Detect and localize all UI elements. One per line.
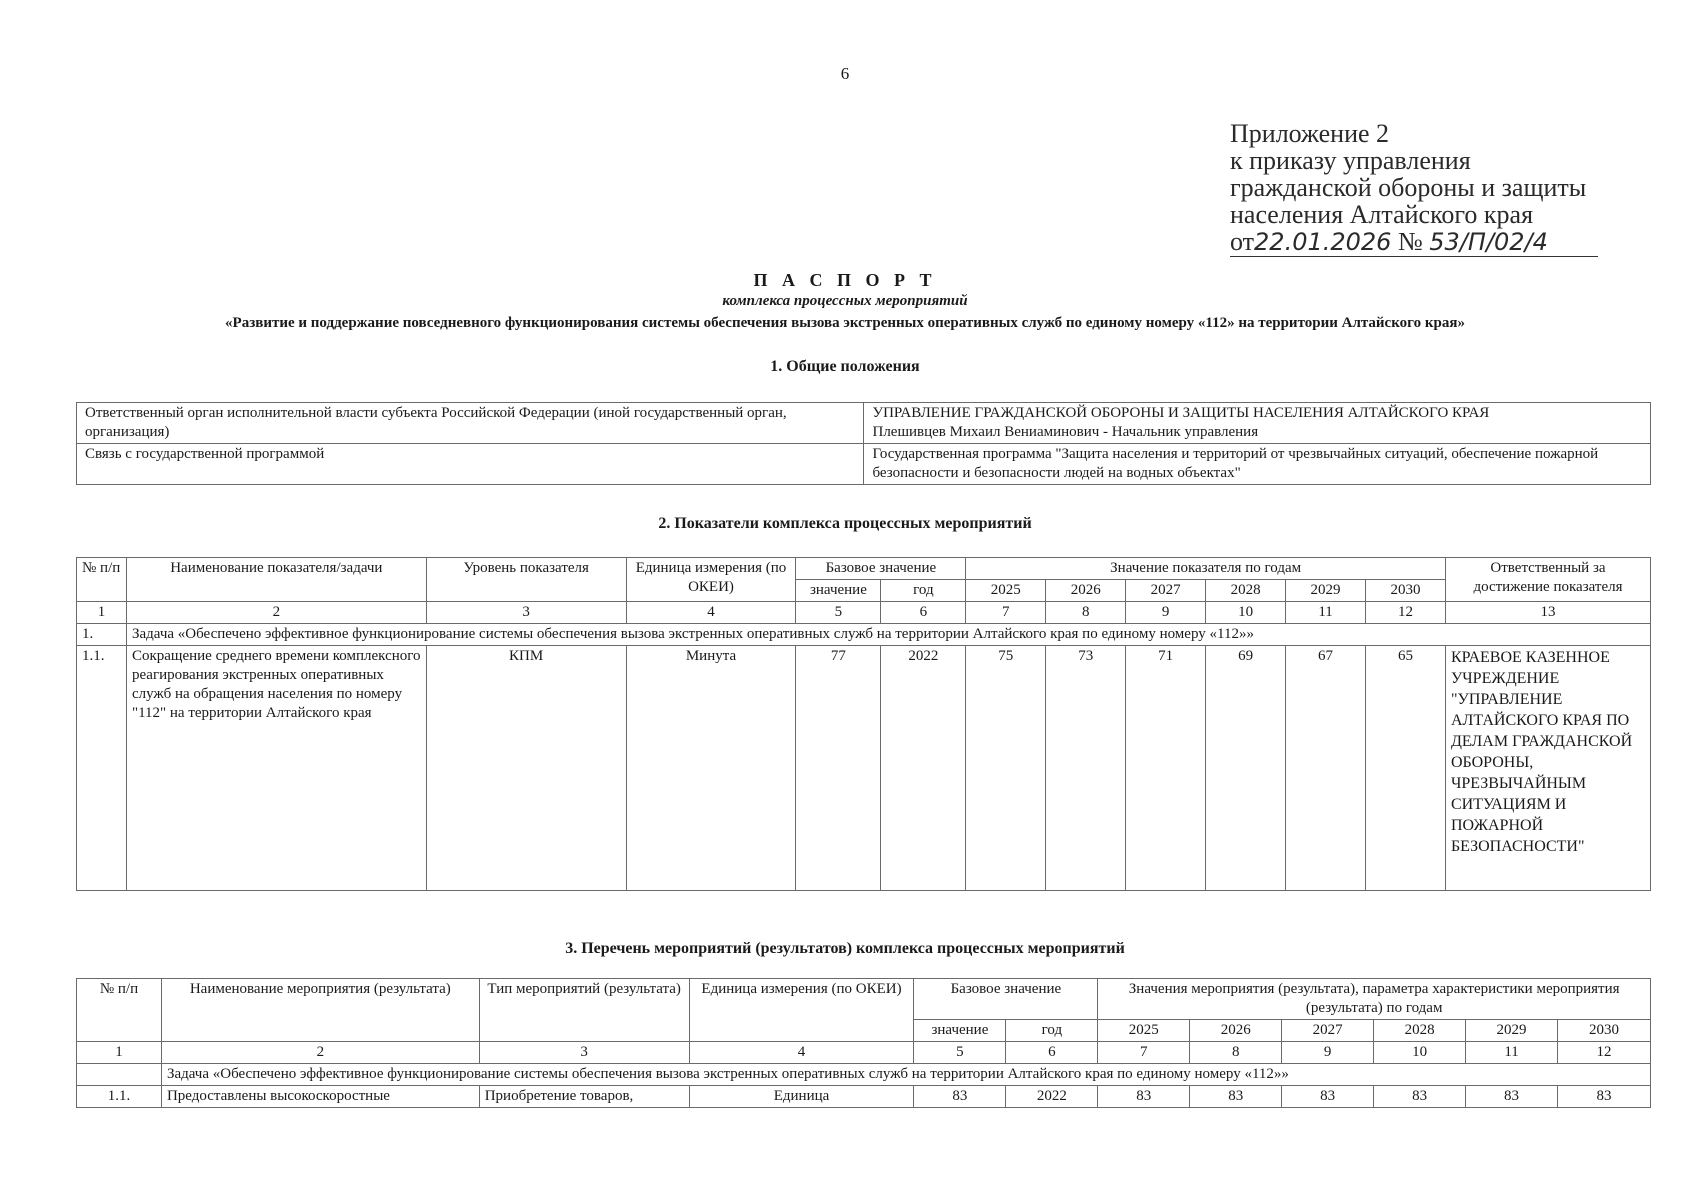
indicator-year-value: 75 (966, 646, 1046, 891)
general-value: Государственная программа "Защита населения и территорий от чрезвычайных ситуаций, обеспечение пожарной безопасности и безопасности людей на водных объектах" (864, 444, 1651, 485)
indicator-responsible: КРАЕВОЕ КАЗЕННОЕ УЧРЕЖДЕНИЕ "УПРАВЛЕНИЕ АЛТАЙСКОГО КРАЯ ПО ДЕЛАМ ГРАЖДАНСКОЙ ОБОРОНЫ, ЧРЕЗВЫЧАЙНЫМ СИТУАЦИЯМ И ПОЖАРНОЙ БЕЗОПАСНОСТИ" (1445, 646, 1650, 891)
activity-year-value: 83 (1466, 1086, 1558, 1108)
col-header-level: Уровень показателя (426, 558, 626, 602)
column-index: 4 (626, 602, 796, 624)
task-row (77, 624, 1651, 646)
column-index-row (77, 1042, 1651, 1064)
task-num: 1. (77, 624, 127, 646)
activity-base-year: 2022 (1006, 1086, 1098, 1108)
activity-year-value: 83 (1282, 1086, 1374, 1108)
activity-year-value: 83 (1190, 1086, 1282, 1108)
column-index: 2 (126, 602, 426, 624)
program-name: «Развитие и поддержание повседневного функционирования системы обеспечения вызова экстренных оперативных служб по единому номеру «112» на территории Алтайского края» (225, 315, 1465, 331)
activity-base-value: 83 (914, 1086, 1006, 1108)
activities-table (76, 978, 1651, 1108)
column-index: 12 (1366, 602, 1446, 624)
column-index: 2 (161, 1042, 479, 1064)
general-value (864, 403, 1651, 444)
section2-heading: 2. Показатели комплекса процессных мероприятий (658, 515, 1032, 532)
indicator-unit: Минута (626, 646, 796, 891)
activity-num: 1.1. (77, 1086, 162, 1108)
column-index: 6 (1006, 1042, 1098, 1064)
column-index: 10 (1374, 1042, 1466, 1064)
col-header-year: 2030 (1366, 580, 1446, 602)
column-index: 5 (914, 1042, 1006, 1064)
indicator-level: КПМ (426, 646, 626, 891)
col-header-base: Базовое значение (796, 558, 966, 580)
col-header-base-value: значение (914, 1020, 1006, 1042)
col-header-year: 2028 (1374, 1020, 1466, 1042)
column-index: 3 (479, 1042, 689, 1064)
task-num (77, 1064, 162, 1086)
col-header-num: № п/п (77, 558, 127, 602)
task-text: Задача «Обеспечено эффективное функционирование системы обеспечения вызова экстренных оперативных служб на территории Алтайского края по единому номеру «112»» (161, 1064, 1650, 1086)
section1-heading: 1. Общие положения (770, 358, 920, 375)
table-row (77, 403, 1651, 444)
indicator-year-value: 71 (1126, 646, 1206, 891)
appendix-line: населения Алтайского края (1230, 200, 1534, 229)
col-header-base: Базовое значение (914, 979, 1098, 1020)
col-header-year: 2026 (1190, 1020, 1282, 1042)
order-number-label: № (1397, 227, 1423, 256)
indicator-base-value: 77 (796, 646, 881, 891)
order-line (1230, 228, 1598, 257)
general-label: Связь с государственной программой (77, 444, 864, 485)
column-index: 8 (1190, 1042, 1282, 1064)
indicator-base-year: 2022 (881, 646, 966, 891)
column-index: 7 (1098, 1042, 1190, 1064)
task-row (77, 1064, 1651, 1086)
col-header-unit: Единица измерения (по ОКЕИ) (626, 558, 796, 602)
col-header-year: 2027 (1126, 580, 1206, 602)
col-header-year: 2029 (1286, 580, 1366, 602)
col-header-year: 2025 (966, 580, 1046, 602)
col-header-num: № п/п (77, 979, 162, 1042)
col-header-year: 2027 (1282, 1020, 1374, 1042)
order-prefix: от (1230, 227, 1255, 256)
col-header-base-value: значение (796, 580, 881, 602)
activity-year-value: 83 (1098, 1086, 1190, 1108)
col-header-years-group: Значения мероприятия (результата), параметра характеристики мероприятия (результата) по годам (1098, 979, 1651, 1020)
activity-year-value: 83 (1374, 1086, 1466, 1108)
general-label: Ответственный орган исполнительной власти субъекта Российской Федерации (иной государственный орган, организация) (77, 403, 864, 444)
indicators-table (76, 557, 1651, 891)
task-text: Задача «Обеспечено эффективное функционирование системы обеспечения вызова экстренных оперативных служб на территории Алтайского края по единому номеру «112»» (126, 624, 1650, 646)
table-header-row (77, 979, 1651, 1020)
column-index: 8 (1046, 602, 1126, 624)
appendix-title: Приложение 2 (1230, 119, 1390, 148)
col-header-name: Наименование мероприятия (результата) (161, 979, 479, 1042)
section3-heading: 3. Перечень мероприятий (результатов) комплекса процессных мероприятий (565, 940, 1125, 957)
order-date-handwritten: 22.01.2026 (1254, 228, 1392, 256)
appendix-line: к приказу управления (1230, 146, 1471, 175)
appendix-block (1230, 120, 1598, 257)
indicator-year-value: 67 (1286, 646, 1366, 891)
column-index-row (77, 602, 1651, 624)
column-index: 6 (881, 602, 966, 624)
col-header-year: 2026 (1046, 580, 1126, 602)
column-index: 5 (796, 602, 881, 624)
col-header-years-group: Значение показателя по годам (966, 558, 1446, 580)
indicator-num: 1.1. (77, 646, 127, 891)
col-header-type: Тип мероприятий (результата) (479, 979, 689, 1042)
col-header-name: Наименование показателя/задачи (126, 558, 426, 602)
general-provisions-table (76, 402, 1651, 485)
indicator-year-value: 73 (1046, 646, 1126, 891)
col-header-year: 2028 (1206, 580, 1286, 602)
table-row (77, 444, 1651, 485)
column-index: 3 (426, 602, 626, 624)
column-index: 4 (689, 1042, 914, 1064)
col-header-base-year: год (881, 580, 966, 602)
activity-unit: Единица (689, 1086, 914, 1108)
column-index: 11 (1466, 1042, 1558, 1064)
activity-type: Приобретение товаров, (479, 1086, 689, 1108)
table-header-row (77, 558, 1651, 580)
col-header-year: 2030 (1558, 1020, 1651, 1042)
column-index: 12 (1558, 1042, 1651, 1064)
col-header-year: 2025 (1098, 1020, 1190, 1042)
page-number: 6 (840, 64, 850, 83)
order-number-handwritten: 53/П/02/4 (1429, 228, 1548, 256)
column-index: 9 (1126, 602, 1206, 624)
document-title: П А С П О Р Т (753, 270, 937, 290)
responsible-organ: УПРАВЛЕНИЕ ГРАЖДАНСКОЙ ОБОРОНЫ И ЗАЩИТЫ НАСЕЛЕНИЯ АЛТАЙСКОГО КРАЯ (872, 405, 1490, 421)
indicator-year-value: 69 (1206, 646, 1286, 891)
col-header-year: 2029 (1466, 1020, 1558, 1042)
col-header-unit: Единица измерения (по ОКЕИ) (689, 979, 914, 1042)
table-row (77, 1086, 1651, 1108)
head-of-organ: Плешивцев Михаил Вениаминович - Начальник управления (872, 424, 1259, 440)
indicator-year-value: 65 (1366, 646, 1446, 891)
appendix-line: гражданской обороны и защиты (1230, 173, 1587, 202)
column-index: 10 (1206, 602, 1286, 624)
document-subtitle: комплекса процессных мероприятий (722, 293, 968, 309)
column-index: 7 (966, 602, 1046, 624)
column-index: 1 (77, 1042, 162, 1064)
activity-year-value: 83 (1558, 1086, 1651, 1108)
table-row (77, 646, 1651, 891)
activity-name: Предоставлены высокоскоростные (161, 1086, 479, 1108)
col-header-base-year: год (1006, 1020, 1098, 1042)
column-index: 11 (1286, 602, 1366, 624)
col-header-responsible: Ответственный за достижение показателя (1445, 558, 1650, 602)
column-index: 1 (77, 602, 127, 624)
indicator-name: Сокращение среднего времени комплексного реагирования экстренных оперативных служб на обращения населения по номеру "112" на территории Алтайского края (126, 646, 426, 891)
column-index: 13 (1445, 602, 1650, 624)
column-index: 9 (1282, 1042, 1374, 1064)
